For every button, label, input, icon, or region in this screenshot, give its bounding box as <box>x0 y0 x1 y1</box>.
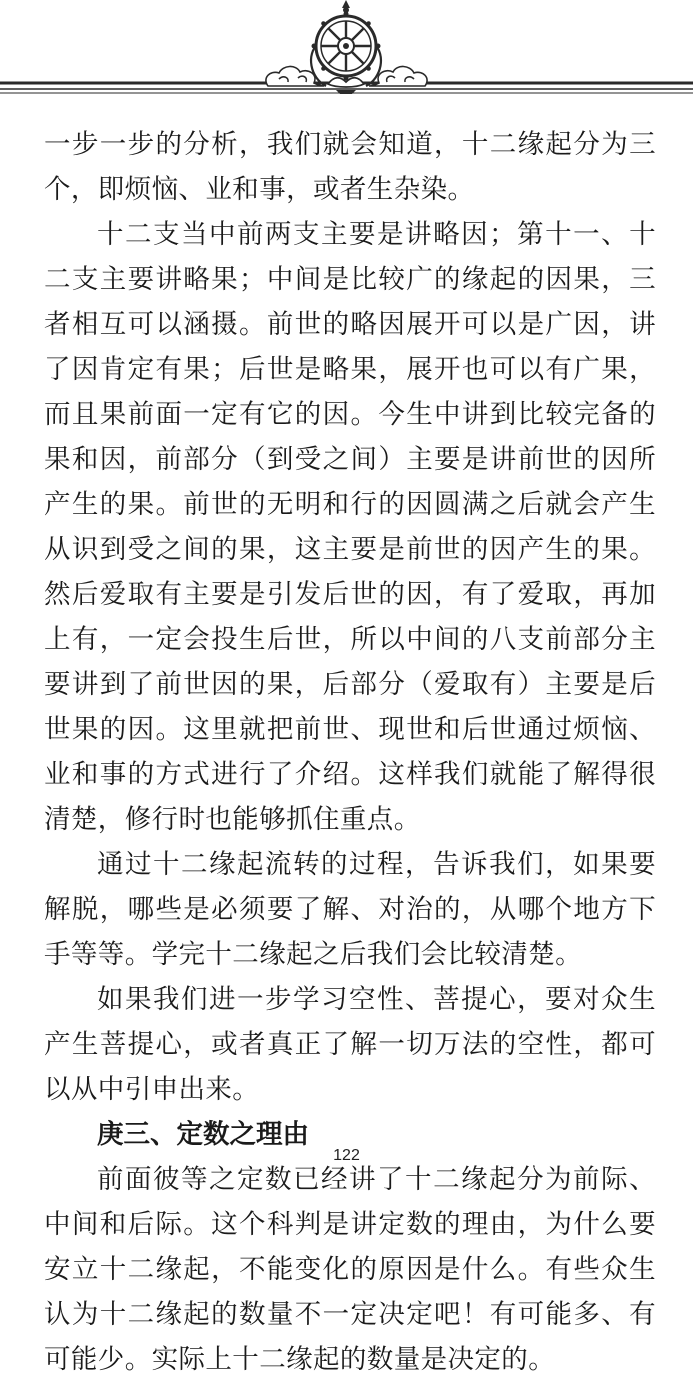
section-heading: 庚三、定数之理由 <box>97 1119 309 1150</box>
header-ornament <box>0 0 693 110</box>
page-body <box>44 122 656 1382</box>
paragraph: 十二支当中前两支主要是讲略因；第十一、十二支主要讲略果；中间是比较广的缘起的因果，三者相互可以涵摄。前世的略因展开可以是广因，讲了因肯定有果；后世是略果，展开也可以有广果，而且果前面一定有它的因。今生中讲到比较完备的果和因，前部分（到受之间）主要是讲前世的因所产生的果。前世的无明和行的因圆满之后就会产生从识到受之间的果，这主要是前世的因产生的果。然后爱取有主要是引发后世的因，有了爱取，再加上有，一定会投生后世，所以中间的八支前部分主要讲到了前世因的果，后部分（爱取有）主要是后世果的因。这里就把前世、现世和后世通过烦恼、业和事的方式进行了介绍。这样我们就能了解得很清楚，修行时也能够抓住重点。 <box>44 219 656 835</box>
page-number: 122 <box>333 1147 360 1164</box>
paragraph: 前面彼等之定数已经讲了十二缘起分为前际、中间和后际。这个科判是讲定数的理由，为什么要安立十二缘起，不能变化的原因是什么。有些众生认为十二缘起的数量不一定决定吧！有可能多、有可能少。实际上十二缘起的数量是决定的。 <box>44 1164 656 1375</box>
paragraph: 通过十二缘起流转的过程，告诉我们，如果要解脱，哪些是必须要了解、对治的，从哪个地方下手等等。学完十二缘起之后我们会比较清楚。 <box>44 849 656 970</box>
paragraph: 一步一步的分析，我们就会知道，十二缘起分为三个，即烦恼、业和事，或者生杂染。 <box>44 129 656 205</box>
dharma-wheel-icon <box>311 0 381 94</box>
paragraph: 如果我们进一步学习空性、菩提心，要对众生产生菩提心，或者真正了解一切万法的空性，都可以从中引申出来。 <box>44 984 656 1105</box>
